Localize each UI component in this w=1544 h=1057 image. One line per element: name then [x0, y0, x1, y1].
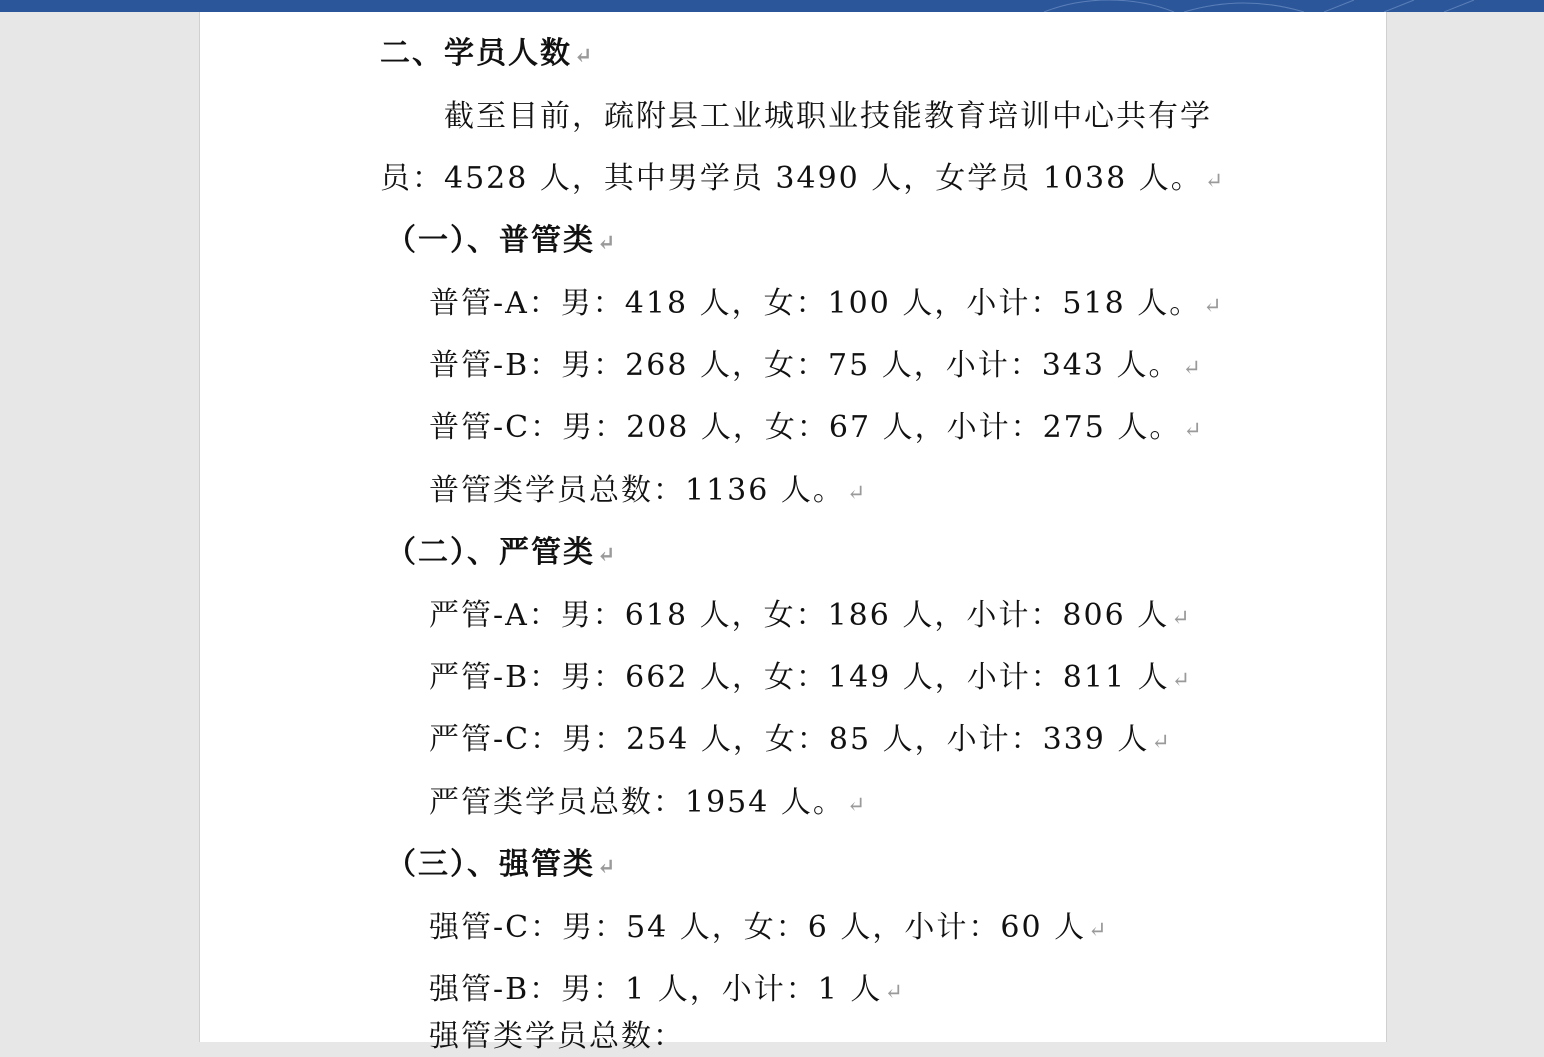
section-title-yanguan — [386, 533, 615, 575]
yanguan-c-row — [429, 720, 1170, 763]
paragraph-mark-icon: ↵ — [1171, 606, 1190, 631]
paragraph-mark-icon: ↵ — [1203, 294, 1222, 319]
title-bar — [0, 0, 1544, 12]
yanguan-c-text: 严管-C：男：254 人，女：85 人，小计：339 人 — [429, 722, 1150, 757]
section-title-putong — [386, 221, 615, 263]
paragraph-mark-icon: ↵ — [846, 793, 866, 818]
qiangguan-total-text: 强管类学员总数： — [429, 1019, 685, 1054]
section-title-text: （二）、严管类 — [386, 535, 595, 570]
qiangguan-b-text: 强管-B：男：1 人，小计：1 人 — [429, 972, 883, 1007]
paragraph-mark-icon: ↵ — [1171, 668, 1191, 693]
putong-total-row — [429, 471, 865, 514]
putong-total-text: 普管类学员总数：1136 人。 — [429, 473, 845, 508]
intro-text-2: 员：4528 人，其中男学员 3490 人，女学员 1038 人。 — [380, 161, 1203, 196]
qiangguan-b-row — [429, 970, 903, 1013]
paragraph-mark-icon: ↵ — [574, 43, 593, 69]
paragraph-mark-icon: ↵ — [597, 230, 616, 256]
yanguan-a-text: 严管-A：男：618 人，女：186 人，小计：806 人 — [429, 598, 1170, 633]
yanguan-total-text: 严管类学员总数：1954 人。 — [429, 785, 845, 820]
paragraph-mark-icon: ↵ — [1204, 169, 1224, 194]
intro-line-2 — [380, 159, 1223, 202]
putong-a-text: 普管-A：男：418 人，女：100 人，小计：518 人。 — [429, 286, 1202, 321]
paragraph-mark-icon: ↵ — [1183, 418, 1202, 443]
section-title-qiangguan — [386, 845, 615, 887]
putong-c-row — [429, 408, 1202, 451]
yanguan-total-row — [429, 783, 865, 826]
qiangguan-c-text: 强管-C：男：54 人，女：6 人，小计：60 人 — [429, 910, 1087, 945]
putong-b-row — [429, 346, 1201, 389]
heading-text: 二、学员人数 — [380, 36, 572, 71]
document-page[interactable] — [199, 12, 1387, 1054]
putong-b-text: 普管-B：男：268 人，女：75 人，小计：343 人。 — [429, 348, 1181, 383]
paragraph-mark-icon: ↵ — [1182, 356, 1201, 381]
yanguan-b-text: 严管-B：男：662 人，女：149 人，小计：811 人 — [429, 660, 1170, 695]
yanguan-b-row — [429, 658, 1190, 701]
putong-a-row — [429, 284, 1222, 327]
yanguan-a-row — [429, 596, 1190, 639]
heading-student-count — [380, 34, 592, 76]
title-bar-decoration — [1024, 0, 1544, 12]
paragraph-mark-icon: ↵ — [597, 542, 616, 568]
paragraph-mark-icon: ↵ — [846, 481, 866, 506]
paragraph-mark-icon: ↵ — [884, 980, 903, 1005]
qiangguan-total-row-partial — [429, 1017, 685, 1057]
section-title-text: （一）、普管类 — [386, 223, 595, 258]
section-title-text: （三）、强管类 — [386, 847, 595, 882]
qiangguan-c-row — [429, 908, 1107, 951]
paragraph-mark-icon: ↵ — [1151, 730, 1170, 755]
paragraph-mark-icon: ↵ — [1088, 918, 1107, 943]
putong-c-text: 普管-C：男：208 人，女：67 人，小计：275 人。 — [429, 410, 1182, 445]
intro-line-1 — [444, 97, 1212, 137]
intro-text-1: 截至目前，疏附县工业城职业技能教育培训中心共有学 — [444, 99, 1212, 134]
paragraph-mark-icon: ↵ — [597, 854, 616, 880]
